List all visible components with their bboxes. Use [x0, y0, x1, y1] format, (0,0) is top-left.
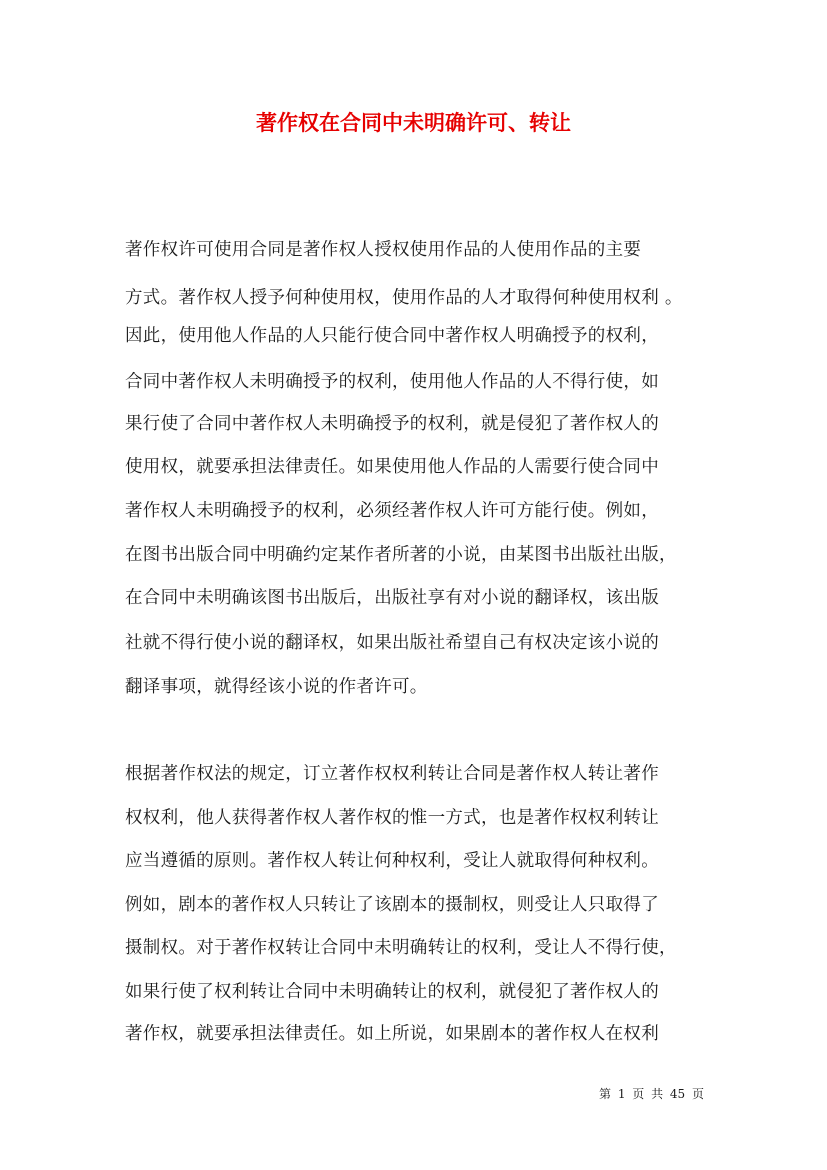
- paragraph-line: 在图书出版合同中明确约定某作者所著的小说，由某图书出版社出版，: [125, 545, 677, 565]
- paragraph-line: 权权利，他人获得著作权人著作权的惟一方式，也是著作权权利转让: [125, 808, 659, 828]
- paragraph-line: 社就不得行使小说的翻译权，如果出版社希望自己有权决定该小说的: [125, 633, 659, 653]
- paragraph-line: 方式。著作权人授予何种使用权，使用作品的人才取得何种使用权利 。: [125, 288, 683, 308]
- page-title: 著作权在合同中未明确许可、转让: [256, 110, 571, 135]
- paragraph-line: 果行使了合同中著作权人未明确授予的权利，就是侵犯了著作权人的: [125, 414, 659, 434]
- paragraph-line: 例如，剧本的著作权人只转让了该剧本的摄制权，则受让人只取得了: [125, 895, 659, 915]
- paragraph-line: 使用权，就要承担法律责任。如果使用他人作品的人需要行使合同中: [125, 457, 659, 477]
- paragraph-line: 合同中著作权人未明确授予的权利，使用他人作品的人不得行使，如: [125, 372, 659, 392]
- paragraph-line: 在合同中未明确该图书出版后，出版社享有对小说的翻译权，该出版: [125, 588, 659, 608]
- paragraph-line: 应当遵循的原则。著作权人转让何种权利，受让人就取得何种权利。: [125, 851, 659, 871]
- paragraph-line: 著作权许可使用合同是著作权人授权使用作品的人使用作品的主要: [125, 240, 642, 260]
- paragraph-line: 翻译事项，就得经该小说的作者许可。: [125, 677, 428, 697]
- paragraph-line: 根据著作权法的规定，订立著作权权利转让合同是著作权人转让著作: [125, 764, 659, 784]
- page-number-footer: 第 1 页 共 45 页: [599, 1087, 704, 1101]
- paragraph-line: 著作权人未明确授予的权利，必须经著作权人许可方能行使。例如，: [125, 501, 659, 521]
- paragraph-line: 著作权，就要承担法律责任。如上所说，如果剧本的著作权人在权利: [125, 1024, 659, 1044]
- paragraph-line: 如果行使了权利转让合同中未明确转让的权利，就侵犯了著作权人的: [125, 982, 659, 1002]
- paragraph-line: 因此，使用他人作品的人只能行使合同中著作权人明确授予的权利，: [125, 326, 659, 346]
- paragraph-line: 摄制权。对于著作权转让合同中未明确转让的权利，受让人不得行使，: [125, 938, 677, 958]
